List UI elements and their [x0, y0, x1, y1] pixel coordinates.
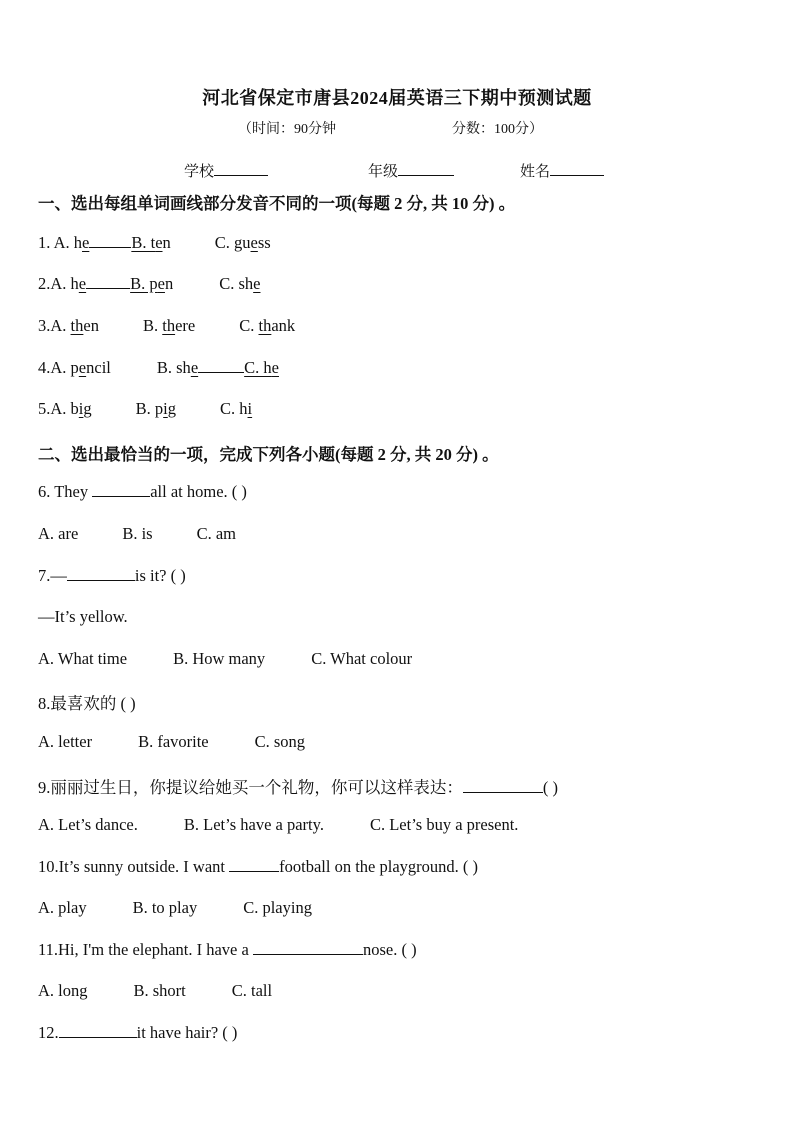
q7-options: A. What time B. How many C. What colour	[38, 649, 413, 668]
question-1: 1. A. he B. ten C. guess	[38, 233, 271, 252]
answer-blank[interactable]	[92, 482, 150, 497]
name-label: 姓名	[520, 164, 551, 180]
question-6: 6. They all at home. ( )	[38, 482, 247, 501]
q7-reply: —It’s yellow.	[38, 607, 128, 626]
name-field	[520, 160, 604, 181]
page-title: 河北省保定市唐县2024届英语三下期中预测试题	[202, 88, 592, 108]
q9-options: A. Let’s dance. B. Let’s have a party. C. Let’s buy a present.	[38, 815, 519, 834]
question-5: 5.A. big B. pig C. hi	[38, 399, 253, 418]
q8-options: A. letter B. favorite C. song	[38, 732, 306, 751]
question-12: 12. it have hair? ( )	[38, 1023, 238, 1042]
question-10: 10.It’s sunny outside. I want football on the playground. ( )	[38, 857, 478, 876]
answer-blank[interactable]	[253, 940, 363, 955]
name-blank[interactable]	[550, 161, 604, 176]
total-score: 分数：100分）	[452, 122, 543, 137]
answer-blank[interactable]	[67, 566, 135, 581]
school-blank[interactable]	[214, 161, 268, 176]
answer-blank[interactable]	[463, 778, 543, 793]
grade-label: 年级	[368, 164, 399, 180]
question-9: 9.丽丽过生日，你提议给她买一个礼物，你可以这样表达： ( )	[38, 778, 558, 797]
answer-blank[interactable]	[229, 857, 279, 872]
school-field	[184, 160, 268, 181]
time-limit: （时间：90分钟	[238, 122, 336, 137]
question-3: 3.A. then B. there C. thank	[38, 316, 296, 335]
section-2-heading: 二、选出最恰当的一项，完成下列各小题(每题 2 分, 共 20 分) 。	[38, 445, 499, 464]
grade-field	[368, 160, 454, 181]
q6-options: A. are B. is C. am	[38, 524, 236, 543]
q10-options: A. play B. to play C. playing	[38, 898, 312, 917]
answer-blank[interactable]	[59, 1023, 137, 1038]
question-7: 7.— is it? ( )	[38, 566, 186, 585]
section-1-heading: 一、选出每组单词画线部分发音不同的一项(每题 2 分, 共 10 分) 。	[38, 194, 516, 213]
question-11: 11.Hi, I'm the elephant. I have a nose. ( )	[38, 940, 417, 959]
question-2: 2.A. he B. pen C. she	[38, 274, 261, 293]
q11-options: A. long B. short C. tall	[38, 981, 273, 1000]
grade-blank[interactable]	[398, 161, 454, 176]
question-4: 4.A. pencil B. she C. he	[38, 358, 279, 377]
question-8: 8.最喜欢的 ( )	[38, 694, 136, 713]
school-label: 学校	[184, 164, 215, 180]
